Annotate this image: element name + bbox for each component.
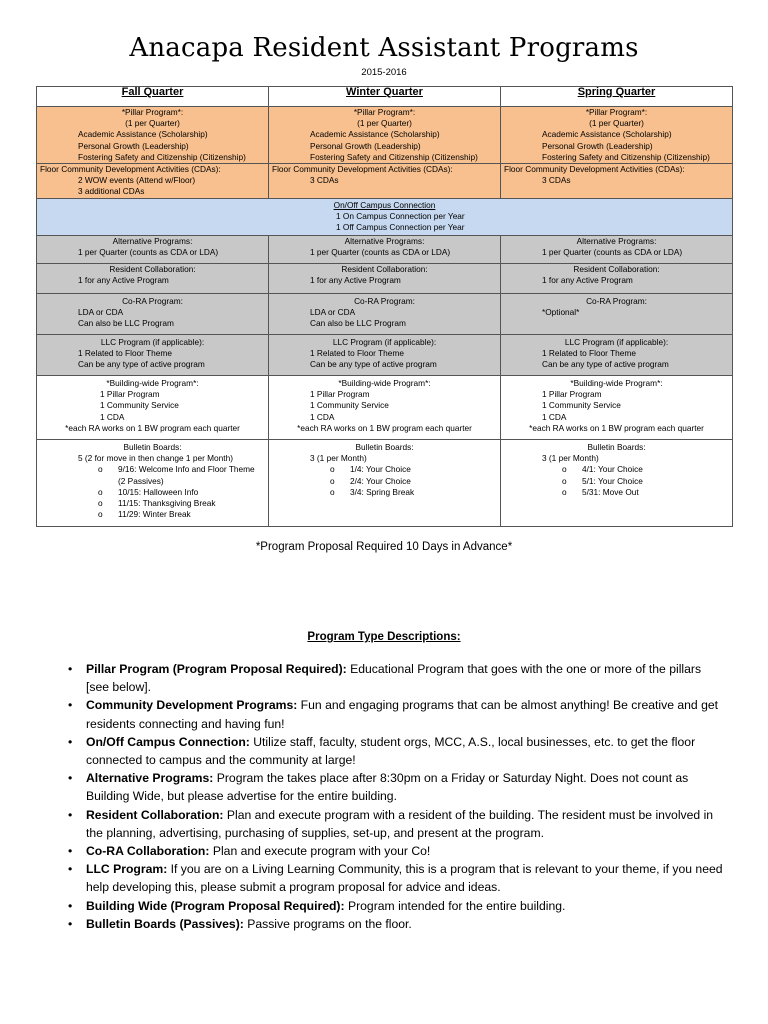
- llc-heading: LLC Program (if applicable):: [332, 337, 437, 348]
- off-campus-requirement: 1 Off Campus Connection per Year: [336, 222, 465, 233]
- bb-item: [40, 464, 265, 475]
- bb-item: [272, 476, 497, 487]
- description-item: [68, 915, 726, 933]
- description-item: [68, 806, 726, 842]
- bb-item: [272, 464, 497, 475]
- alt-heading: Alternative Programs:: [344, 236, 425, 247]
- llc-type: Can be any type of active program: [542, 359, 669, 370]
- bb-bullet: o: [330, 475, 335, 486]
- cda-row: [37, 164, 733, 199]
- alt-cell-fall: [37, 236, 269, 264]
- cora-cell-fall: [37, 294, 269, 335]
- descriptions-heading: Program Type Descriptions:: [307, 631, 461, 643]
- bw-note: *each RA works on 1 BW program each quarter: [65, 422, 240, 433]
- bw-pillar: 1 Pillar Program: [310, 389, 370, 400]
- co-ra-program-row: [37, 294, 733, 335]
- pillar-citizenship: Fostering Safety and Citizenship (Citizenship): [542, 151, 710, 162]
- pillar-leadership: Personal Growth (Leadership): [310, 140, 421, 151]
- collab-heading: Resident Collaboration:: [341, 264, 428, 275]
- bb-heading: Bulletin Boards:: [587, 442, 646, 453]
- bb-item-continuation: (2 Passives): [118, 475, 164, 486]
- bb-item: [40, 509, 265, 520]
- bw-community-service: 1 Community Service: [542, 400, 621, 411]
- llc-theme: 1 Related to Floor Theme: [310, 348, 404, 359]
- cda-count: 3 CDAs: [310, 175, 339, 186]
- description-text: Passive programs on the floor.: [243, 916, 412, 931]
- cda-count: 3 CDAs: [542, 175, 571, 186]
- bb-cell-winter: [269, 440, 501, 527]
- cora-cell-winter: [269, 294, 501, 335]
- alt-cell-winter: [269, 236, 501, 264]
- bb-bullet: o: [562, 464, 567, 475]
- bb-bullet: o: [98, 464, 103, 475]
- collab-cell-fall: [37, 264, 269, 294]
- building-wide-row: [37, 376, 733, 440]
- cda-heading: Floor Community Development Activities (CDAs):: [40, 164, 221, 175]
- cda-heading: Floor Community Development Activities (CDAs):: [272, 164, 453, 175]
- bullet-icon: •: [68, 844, 73, 859]
- pillar-scholarship: Academic Assistance (Scholarship): [542, 129, 672, 140]
- pillar-scholarship: Academic Assistance (Scholarship): [78, 129, 208, 140]
- cda-cell-spring: [501, 164, 733, 199]
- description-term: Pillar Program (Program Proposal Required):: [86, 662, 347, 676]
- alt-requirement: 1 per Quarter (counts as CDA or LDA): [542, 247, 683, 258]
- description-item: [68, 842, 726, 860]
- description-term: LLC Program:: [86, 862, 168, 877]
- bw-heading: *Building-wide Program*:: [338, 378, 431, 389]
- campus-connection-row: [37, 199, 733, 236]
- llc-theme: 1 Related to Floor Theme: [78, 348, 172, 359]
- bb-item: [504, 487, 729, 498]
- pillar-heading: *Pillar Program*:: [353, 107, 416, 117]
- description-term: Resident Collaboration:: [86, 807, 224, 822]
- description-text: Plan and execute program with your Co!: [209, 844, 431, 859]
- description-text: Program the takes place after 8:30pm on a Friday or Saturday Night. Does not count as Building Wide, but please advertise for the entire building.: [86, 771, 689, 804]
- bb-item-text: 4/1: Your Choice: [582, 464, 643, 475]
- bw-cda: 1 CDA: [100, 411, 125, 422]
- bb-item: [504, 464, 729, 475]
- bullet-icon: •: [68, 807, 73, 822]
- bb-heading: Bulletin Boards:: [123, 442, 182, 453]
- bullet-icon: •: [68, 734, 73, 749]
- bb-item-text: 1/4: Your Choice: [350, 464, 411, 475]
- pillar-cell-spring: [501, 107, 733, 164]
- bb-count: 3 (1 per Month): [310, 453, 367, 464]
- bw-pillar: 1 Pillar Program: [100, 389, 160, 400]
- description-item: [68, 733, 726, 769]
- column-header-fall: Fall Quarter: [37, 87, 269, 107]
- on-campus-requirement: 1 On Campus Connection per Year: [336, 211, 465, 222]
- bb-cell-spring: [501, 440, 733, 527]
- bw-cda: 1 CDA: [310, 411, 335, 422]
- cora-type: LDA or CDA: [310, 307, 356, 318]
- cora-llc-note: Can also be LLC Program: [78, 318, 174, 329]
- collab-requirement: 1 for any Active Program: [542, 275, 633, 286]
- description-text: If you are on a Living Learning Community, this is a program that is relevant to your theme, if you need help developing this, please submit a program proposal for advice and ideas.: [86, 862, 723, 895]
- cora-optional: *Optional*: [542, 307, 580, 318]
- description-item: [68, 696, 726, 732]
- bw-heading: *Building-wide Program*:: [570, 378, 663, 389]
- description-item: [68, 897, 726, 915]
- alt-requirement: 1 per Quarter (counts as CDA or LDA): [310, 247, 451, 258]
- alt-heading: Alternative Programs:: [112, 236, 193, 247]
- cora-cell-spring: [501, 294, 733, 335]
- bb-item: [504, 476, 729, 487]
- llc-type: Can be any type of active program: [310, 359, 437, 370]
- pillar-leadership: Personal Growth (Leadership): [542, 140, 653, 151]
- pillar-citizenship: Fostering Safety and Citizenship (Citizenship): [78, 151, 246, 162]
- bullet-icon: •: [68, 698, 73, 713]
- bb-heading: Bulletin Boards:: [355, 442, 414, 453]
- campus-connection-heading: On/Off Campus Connection: [333, 200, 436, 211]
- bb-item: [40, 498, 265, 509]
- bb-item-text: 5/1: Your Choice: [582, 475, 643, 486]
- bb-bullet: o: [330, 486, 335, 497]
- bb-count: 3 (1 per Month): [542, 453, 599, 464]
- bb-bullet: o: [98, 509, 103, 520]
- description-term: Alternative Programs:: [86, 771, 214, 786]
- llc-theme: 1 Related to Floor Theme: [542, 348, 636, 359]
- bw-cell-fall: [37, 376, 269, 440]
- description-text: Plan and execute program with a resident of the building. The resident must be involved in the planning, advertising, purchasing of supplies, set-up, and present at the program.: [86, 807, 714, 840]
- program-descriptions-list: [68, 660, 726, 933]
- collab-requirement: 1 for any Active Program: [310, 275, 401, 286]
- bb-bullet: o: [98, 498, 103, 509]
- program-requirements-table: [36, 86, 733, 527]
- description-term: Co-RA Collaboration:: [86, 844, 210, 859]
- bullet-icon: •: [68, 862, 73, 877]
- page-title: Anacapa Resident Assistant Programs: [129, 33, 639, 63]
- alt-heading: Alternative Programs:: [576, 236, 657, 247]
- pillar-frequency: (1 per Quarter): [589, 118, 644, 129]
- bb-item: [40, 487, 265, 498]
- bb-item-text: 11/29: Winter Break: [118, 509, 191, 520]
- pillar-frequency: (1 per Quarter): [125, 118, 180, 129]
- cora-type: LDA or CDA: [78, 307, 124, 318]
- bb-item-text: 2/4: Your Choice: [350, 475, 411, 486]
- cda-heading: Floor Community Development Activities (CDAs):: [504, 164, 685, 175]
- bb-bullet: o: [562, 486, 567, 497]
- column-header-winter: Winter Quarter: [269, 87, 501, 107]
- collab-cell-spring: [501, 264, 733, 294]
- pillar-heading: *Pillar Program*:: [121, 107, 184, 117]
- pillar-cell-winter: [269, 107, 501, 164]
- collab-heading: Resident Collaboration:: [573, 264, 660, 275]
- pillar-heading: *Pillar Program*:: [585, 107, 648, 117]
- bw-community-service: 1 Community Service: [100, 400, 179, 411]
- bb-item-text: 10/15: Halloween Info: [118, 486, 199, 497]
- bw-note: *each RA works on 1 BW program each quarter: [297, 422, 472, 433]
- cda-additional: 3 additional CDAs: [78, 186, 145, 197]
- bw-community-service: 1 Community Service: [310, 400, 389, 411]
- bw-cda: 1 CDA: [542, 411, 567, 422]
- description-term: Bulletin Boards (Passives):: [86, 916, 244, 931]
- description-item: [68, 660, 726, 696]
- collab-requirement: 1 for any Active Program: [78, 275, 169, 286]
- bb-cell-fall: [37, 440, 269, 527]
- description-text: Educational Program that goes with the one or more of the pillars [see below].: [86, 662, 702, 695]
- llc-program-row: [37, 335, 733, 376]
- bullet-icon: •: [68, 916, 73, 931]
- bullet-icon: •: [68, 771, 73, 786]
- cora-llc-note: Can also be LLC Program: [310, 318, 406, 329]
- pillar-program-row: [37, 107, 733, 164]
- llc-cell-fall: [37, 335, 269, 376]
- bw-heading: *Building-wide Program*:: [106, 378, 199, 389]
- bb-item-text: 5/31: Move Out: [582, 486, 639, 497]
- cda-cell-winter: [269, 164, 501, 199]
- bb-bullet: o: [330, 464, 335, 475]
- collab-heading: Resident Collaboration:: [109, 264, 196, 275]
- description-term: On/Off Campus Connection:: [86, 734, 250, 749]
- description-text: Utilize staff, faculty, student orgs, MCC, A.S., local businesses, etc. to get the floor connected to campus and the community at large!: [86, 734, 696, 768]
- pillar-scholarship: Academic Assistance (Scholarship): [310, 129, 440, 140]
- alt-cell-spring: [501, 236, 733, 264]
- bw-pillar: 1 Pillar Program: [542, 389, 602, 400]
- table-header-row: [37, 87, 733, 107]
- description-term: Community Development Programs:: [86, 698, 298, 713]
- bb-item-text: 9/16: Welcome Info and Floor Theme: [118, 464, 255, 475]
- bw-note: *each RA works on 1 BW program each quarter: [529, 422, 704, 433]
- bb-item-text: 3/4: Spring Break: [350, 486, 415, 497]
- pillar-frequency: (1 per Quarter): [357, 118, 412, 129]
- pillar-cell-fall: [37, 107, 269, 164]
- description-term: Building Wide (Program Proposal Required):: [86, 898, 345, 913]
- bb-count: 5 (2 for move in then change 1 per Month): [78, 453, 233, 464]
- llc-cell-winter: [269, 335, 501, 376]
- description-item: [68, 860, 726, 896]
- bb-item-text: 11/15: Thanksgiving Break: [118, 498, 216, 509]
- bw-cell-spring: [501, 376, 733, 440]
- bb-item: [272, 487, 497, 498]
- bw-cell-winter: [269, 376, 501, 440]
- collab-cell-winter: [269, 264, 501, 294]
- llc-cell-spring: [501, 335, 733, 376]
- bullet-icon: •: [68, 898, 73, 913]
- llc-type: Can be any type of active program: [78, 359, 205, 370]
- campus-connection-cell: [37, 199, 733, 236]
- llc-heading: LLC Program (if applicable):: [564, 337, 669, 348]
- proposal-deadline-note: *Program Proposal Required 10 Days in Advance*: [255, 541, 513, 553]
- bulletin-boards-row: [37, 440, 733, 527]
- academic-year: 2015-2016: [361, 67, 407, 78]
- description-text: Fun and engaging programs that can be almost anything! Be creative and get residents connecting and having fun!: [86, 698, 719, 731]
- bb-bullet: o: [562, 475, 567, 486]
- llc-heading: LLC Program (if applicable):: [100, 337, 205, 348]
- bullet-icon: •: [68, 662, 73, 676]
- pillar-leadership: Personal Growth (Leadership): [78, 140, 189, 151]
- description-text: Program intended for the entire building.: [344, 898, 566, 913]
- resident-collaboration-row: [37, 264, 733, 294]
- alt-requirement: 1 per Quarter (counts as CDA or LDA): [78, 247, 219, 258]
- description-item: [68, 769, 726, 805]
- column-header-spring: Spring Quarter: [501, 87, 733, 107]
- cora-heading: Co-RA Program:: [122, 296, 183, 307]
- cora-heading: Co-RA Program:: [586, 296, 647, 307]
- bb-bullet: o: [98, 486, 103, 497]
- alternative-programs-row: [37, 236, 733, 264]
- cora-heading: Co-RA Program:: [354, 296, 415, 307]
- cda-wow-events: 2 WOW events (Attend w/Floor): [78, 175, 196, 186]
- cda-cell-fall: [37, 164, 269, 199]
- pillar-citizenship: Fostering Safety and Citizenship (Citizenship): [310, 151, 478, 162]
